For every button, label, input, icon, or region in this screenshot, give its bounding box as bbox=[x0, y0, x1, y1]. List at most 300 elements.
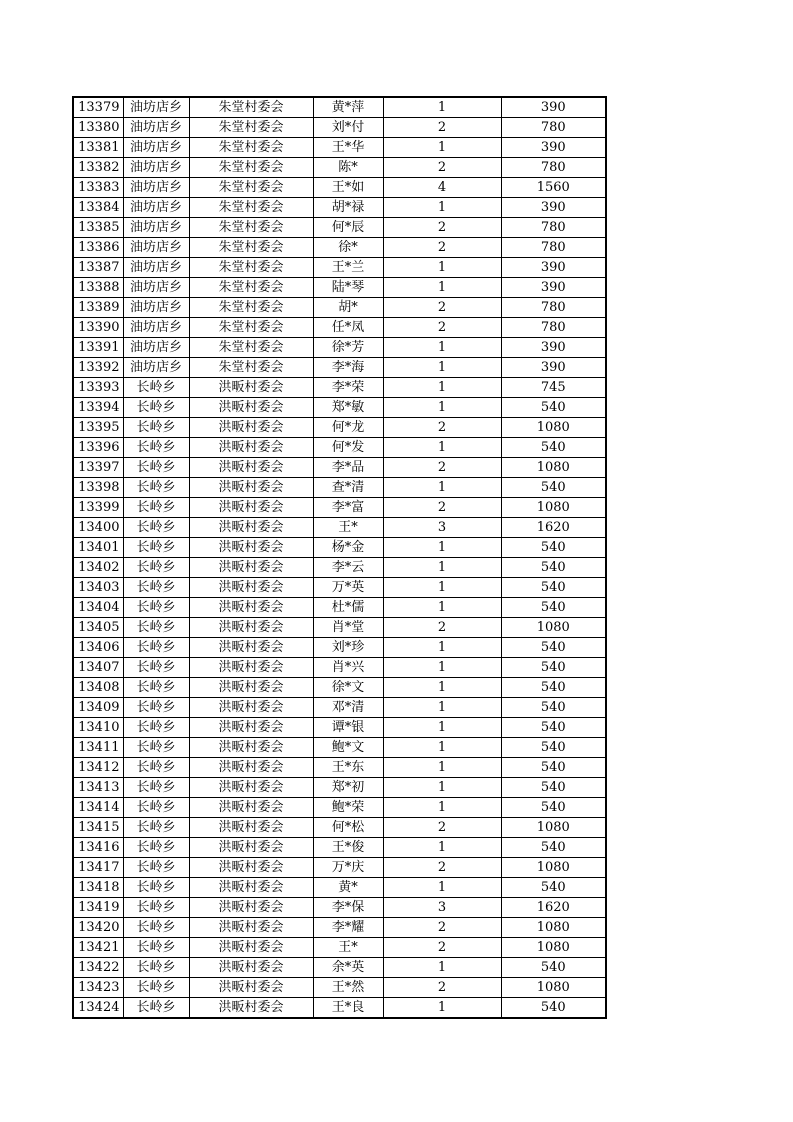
row-number-cell: 13400 bbox=[73, 518, 123, 538]
township-cell: 长岭乡 bbox=[123, 498, 189, 518]
name-cell: 王*华 bbox=[313, 138, 383, 158]
row-number-cell: 13405 bbox=[73, 618, 123, 638]
table-row bbox=[73, 878, 606, 898]
count-cell: 1 bbox=[383, 138, 501, 158]
township-cell: 长岭乡 bbox=[123, 938, 189, 958]
name-cell: 胡* bbox=[313, 298, 383, 318]
township-cell: 长岭乡 bbox=[123, 838, 189, 858]
name-cell: 任*凤 bbox=[313, 318, 383, 338]
township-cell: 长岭乡 bbox=[123, 698, 189, 718]
township-cell: 油坊店乡 bbox=[123, 218, 189, 238]
row-number-cell: 13402 bbox=[73, 558, 123, 578]
count-cell: 1 bbox=[383, 97, 501, 118]
amount-cell: 390 bbox=[501, 138, 606, 158]
name-cell: 王*俊 bbox=[313, 838, 383, 858]
village-committee-cell: 洪畈村委会 bbox=[189, 738, 313, 758]
table-row bbox=[73, 318, 606, 338]
amount-cell: 540 bbox=[501, 718, 606, 738]
name-cell: 王* bbox=[313, 938, 383, 958]
table-row bbox=[73, 638, 606, 658]
name-cell: 李*荣 bbox=[313, 378, 383, 398]
row-number-cell: 13412 bbox=[73, 758, 123, 778]
township-cell: 长岭乡 bbox=[123, 978, 189, 998]
township-cell: 长岭乡 bbox=[123, 438, 189, 458]
row-number-cell: 13406 bbox=[73, 638, 123, 658]
amount-cell: 540 bbox=[501, 658, 606, 678]
table-row bbox=[73, 498, 606, 518]
village-committee-cell: 洪畈村委会 bbox=[189, 558, 313, 578]
count-cell: 1 bbox=[383, 538, 501, 558]
row-number-cell: 13399 bbox=[73, 498, 123, 518]
count-cell: 1 bbox=[383, 198, 501, 218]
table-row bbox=[73, 558, 606, 578]
row-number-cell: 13397 bbox=[73, 458, 123, 478]
name-cell: 刘*珍 bbox=[313, 638, 383, 658]
amount-cell: 1080 bbox=[501, 498, 606, 518]
table-row bbox=[73, 818, 606, 838]
table-row bbox=[73, 238, 606, 258]
village-committee-cell: 洪畈村委会 bbox=[189, 678, 313, 698]
village-committee-cell: 洪畈村委会 bbox=[189, 658, 313, 678]
amount-cell: 540 bbox=[501, 878, 606, 898]
village-committee-cell: 洪畈村委会 bbox=[189, 458, 313, 478]
table-row bbox=[73, 298, 606, 318]
township-cell: 长岭乡 bbox=[123, 618, 189, 638]
table-row bbox=[73, 658, 606, 678]
name-cell: 何*发 bbox=[313, 438, 383, 458]
township-cell: 长岭乡 bbox=[123, 458, 189, 478]
village-committee-cell: 洪畈村委会 bbox=[189, 918, 313, 938]
table-row bbox=[73, 458, 606, 478]
village-committee-cell: 朱堂村委会 bbox=[189, 258, 313, 278]
amount-cell: 1080 bbox=[501, 818, 606, 838]
village-committee-cell: 洪畈村委会 bbox=[189, 478, 313, 498]
count-cell: 1 bbox=[383, 258, 501, 278]
township-cell: 长岭乡 bbox=[123, 518, 189, 538]
table-row bbox=[73, 138, 606, 158]
count-cell: 1 bbox=[383, 758, 501, 778]
township-cell: 长岭乡 bbox=[123, 998, 189, 1019]
village-committee-cell: 洪畈村委会 bbox=[189, 898, 313, 918]
row-number-cell: 13386 bbox=[73, 238, 123, 258]
village-committee-cell: 朱堂村委会 bbox=[189, 358, 313, 378]
row-number-cell: 13391 bbox=[73, 338, 123, 358]
amount-cell: 1080 bbox=[501, 978, 606, 998]
row-number-cell: 13388 bbox=[73, 278, 123, 298]
amount-cell: 540 bbox=[501, 798, 606, 818]
township-cell: 油坊店乡 bbox=[123, 318, 189, 338]
township-cell: 油坊店乡 bbox=[123, 298, 189, 318]
row-number-cell: 13393 bbox=[73, 378, 123, 398]
table-row bbox=[73, 738, 606, 758]
count-cell: 1 bbox=[383, 438, 501, 458]
table-row bbox=[73, 218, 606, 238]
name-cell: 邓*清 bbox=[313, 698, 383, 718]
count-cell: 2 bbox=[383, 158, 501, 178]
amount-cell: 780 bbox=[501, 158, 606, 178]
table-row bbox=[73, 538, 606, 558]
township-cell: 长岭乡 bbox=[123, 398, 189, 418]
count-cell: 2 bbox=[383, 618, 501, 638]
name-cell: 李*耀 bbox=[313, 918, 383, 938]
table-row bbox=[73, 378, 606, 398]
count-cell: 1 bbox=[383, 398, 501, 418]
name-cell: 万*英 bbox=[313, 578, 383, 598]
count-cell: 1 bbox=[383, 878, 501, 898]
village-committee-cell: 洪畈村委会 bbox=[189, 698, 313, 718]
row-number-cell: 13421 bbox=[73, 938, 123, 958]
count-cell: 2 bbox=[383, 118, 501, 138]
amount-cell: 540 bbox=[501, 998, 606, 1019]
table-row bbox=[73, 398, 606, 418]
row-number-cell: 13411 bbox=[73, 738, 123, 758]
row-number-cell: 13390 bbox=[73, 318, 123, 338]
name-cell: 王*东 bbox=[313, 758, 383, 778]
table-row bbox=[73, 858, 606, 878]
township-cell: 长岭乡 bbox=[123, 378, 189, 398]
amount-cell: 540 bbox=[501, 698, 606, 718]
row-number-cell: 13417 bbox=[73, 858, 123, 878]
count-cell: 2 bbox=[383, 978, 501, 998]
row-number-cell: 13414 bbox=[73, 798, 123, 818]
amount-cell: 390 bbox=[501, 278, 606, 298]
name-cell: 杜*儒 bbox=[313, 598, 383, 618]
township-cell: 长岭乡 bbox=[123, 718, 189, 738]
village-committee-cell: 朱堂村委会 bbox=[189, 218, 313, 238]
count-cell: 2 bbox=[383, 218, 501, 238]
township-cell: 长岭乡 bbox=[123, 478, 189, 498]
row-number-cell: 13382 bbox=[73, 158, 123, 178]
amount-cell: 540 bbox=[501, 738, 606, 758]
village-committee-cell: 朱堂村委会 bbox=[189, 118, 313, 138]
amount-cell: 390 bbox=[501, 198, 606, 218]
village-committee-cell: 朱堂村委会 bbox=[189, 298, 313, 318]
count-cell: 2 bbox=[383, 458, 501, 478]
village-committee-cell: 洪畈村委会 bbox=[189, 958, 313, 978]
amount-cell: 1080 bbox=[501, 858, 606, 878]
row-number-cell: 13381 bbox=[73, 138, 123, 158]
name-cell: 何*松 bbox=[313, 818, 383, 838]
row-number-cell: 13418 bbox=[73, 878, 123, 898]
row-number-cell: 13423 bbox=[73, 978, 123, 998]
count-cell: 2 bbox=[383, 918, 501, 938]
township-cell: 长岭乡 bbox=[123, 658, 189, 678]
row-number-cell: 13403 bbox=[73, 578, 123, 598]
amount-cell: 780 bbox=[501, 318, 606, 338]
name-cell: 万*庆 bbox=[313, 858, 383, 878]
count-cell: 1 bbox=[383, 798, 501, 818]
village-committee-cell: 朱堂村委会 bbox=[189, 198, 313, 218]
name-cell: 黄* bbox=[313, 878, 383, 898]
name-cell: 黄*萍 bbox=[313, 97, 383, 118]
count-cell: 1 bbox=[383, 698, 501, 718]
village-committee-cell: 洪畈村委会 bbox=[189, 878, 313, 898]
village-committee-cell: 洪畈村委会 bbox=[189, 718, 313, 738]
table-row bbox=[73, 258, 606, 278]
village-committee-cell: 洪畈村委会 bbox=[189, 978, 313, 998]
amount-cell: 780 bbox=[501, 238, 606, 258]
township-cell: 长岭乡 bbox=[123, 918, 189, 938]
township-cell: 长岭乡 bbox=[123, 858, 189, 878]
table-row bbox=[73, 958, 606, 978]
name-cell: 肖*兴 bbox=[313, 658, 383, 678]
township-cell: 长岭乡 bbox=[123, 558, 189, 578]
table-row bbox=[73, 97, 606, 118]
count-cell: 1 bbox=[383, 598, 501, 618]
count-cell: 1 bbox=[383, 778, 501, 798]
amount-cell: 540 bbox=[501, 758, 606, 778]
amount-cell: 780 bbox=[501, 118, 606, 138]
amount-cell: 540 bbox=[501, 598, 606, 618]
township-cell: 长岭乡 bbox=[123, 638, 189, 658]
amount-cell: 540 bbox=[501, 638, 606, 658]
table-row bbox=[73, 938, 606, 958]
village-committee-cell: 洪畈村委会 bbox=[189, 578, 313, 598]
township-cell: 油坊店乡 bbox=[123, 138, 189, 158]
name-cell: 李*保 bbox=[313, 898, 383, 918]
village-committee-cell: 朱堂村委会 bbox=[189, 178, 313, 198]
amount-cell: 390 bbox=[501, 258, 606, 278]
table-row bbox=[73, 978, 606, 998]
name-cell: 何*龙 bbox=[313, 418, 383, 438]
amount-cell: 540 bbox=[501, 838, 606, 858]
village-committee-cell: 洪畈村委会 bbox=[189, 378, 313, 398]
count-cell: 2 bbox=[383, 418, 501, 438]
table-row bbox=[73, 998, 606, 1019]
village-committee-cell: 朱堂村委会 bbox=[189, 138, 313, 158]
name-cell: 王* bbox=[313, 518, 383, 538]
township-cell: 油坊店乡 bbox=[123, 158, 189, 178]
village-committee-cell: 朱堂村委会 bbox=[189, 318, 313, 338]
amount-cell: 390 bbox=[501, 358, 606, 378]
township-cell: 长岭乡 bbox=[123, 758, 189, 778]
count-cell: 2 bbox=[383, 818, 501, 838]
township-cell: 长岭乡 bbox=[123, 798, 189, 818]
count-cell: 3 bbox=[383, 518, 501, 538]
village-committee-cell: 朱堂村委会 bbox=[189, 158, 313, 178]
table-row bbox=[73, 418, 606, 438]
name-cell: 李*品 bbox=[313, 458, 383, 478]
village-committee-cell: 洪畈村委会 bbox=[189, 398, 313, 418]
count-cell: 1 bbox=[383, 958, 501, 978]
row-number-cell: 13384 bbox=[73, 198, 123, 218]
amount-cell: 540 bbox=[501, 478, 606, 498]
row-number-cell: 13416 bbox=[73, 838, 123, 858]
row-number-cell: 13395 bbox=[73, 418, 123, 438]
amount-cell: 390 bbox=[501, 338, 606, 358]
name-cell: 谭*银 bbox=[313, 718, 383, 738]
name-cell: 王*然 bbox=[313, 978, 383, 998]
village-committee-cell: 洪畈村委会 bbox=[189, 518, 313, 538]
row-number-cell: 13392 bbox=[73, 358, 123, 378]
village-committee-cell: 洪畈村委会 bbox=[189, 758, 313, 778]
amount-cell: 540 bbox=[501, 558, 606, 578]
row-number-cell: 13408 bbox=[73, 678, 123, 698]
township-cell: 油坊店乡 bbox=[123, 198, 189, 218]
row-number-cell: 13419 bbox=[73, 898, 123, 918]
amount-cell: 1080 bbox=[501, 618, 606, 638]
township-cell: 长岭乡 bbox=[123, 878, 189, 898]
amount-cell: 1620 bbox=[501, 518, 606, 538]
township-cell: 长岭乡 bbox=[123, 898, 189, 918]
village-committee-cell: 朱堂村委会 bbox=[189, 238, 313, 258]
row-number-cell: 13380 bbox=[73, 118, 123, 138]
count-cell: 1 bbox=[383, 478, 501, 498]
count-cell: 1 bbox=[383, 578, 501, 598]
count-cell: 3 bbox=[383, 898, 501, 918]
count-cell: 2 bbox=[383, 298, 501, 318]
count-cell: 1 bbox=[383, 378, 501, 398]
table-row bbox=[73, 158, 606, 178]
row-number-cell: 13410 bbox=[73, 718, 123, 738]
row-number-cell: 13424 bbox=[73, 998, 123, 1019]
table-row bbox=[73, 898, 606, 918]
name-cell: 杨*金 bbox=[313, 538, 383, 558]
table-row bbox=[73, 438, 606, 458]
township-cell: 油坊店乡 bbox=[123, 358, 189, 378]
name-cell: 王*如 bbox=[313, 178, 383, 198]
village-committee-cell: 洪畈村委会 bbox=[189, 938, 313, 958]
village-committee-cell: 洪畈村委会 bbox=[189, 798, 313, 818]
village-committee-cell: 洪畈村委会 bbox=[189, 598, 313, 618]
name-cell: 郑*初 bbox=[313, 778, 383, 798]
table-row bbox=[73, 758, 606, 778]
village-committee-cell: 洪畈村委会 bbox=[189, 498, 313, 518]
table-row bbox=[73, 198, 606, 218]
table-row bbox=[73, 358, 606, 378]
township-cell: 油坊店乡 bbox=[123, 278, 189, 298]
name-cell: 刘*付 bbox=[313, 118, 383, 138]
name-cell: 郑*敏 bbox=[313, 398, 383, 418]
row-number-cell: 13396 bbox=[73, 438, 123, 458]
row-number-cell: 13394 bbox=[73, 398, 123, 418]
row-number-cell: 13413 bbox=[73, 778, 123, 798]
count-cell: 1 bbox=[383, 638, 501, 658]
township-cell: 长岭乡 bbox=[123, 778, 189, 798]
village-committee-cell: 洪畈村委会 bbox=[189, 418, 313, 438]
table-row bbox=[73, 678, 606, 698]
amount-cell: 1620 bbox=[501, 898, 606, 918]
township-cell: 油坊店乡 bbox=[123, 338, 189, 358]
table-row bbox=[73, 518, 606, 538]
township-cell: 长岭乡 bbox=[123, 958, 189, 978]
table-row bbox=[73, 718, 606, 738]
village-committee-cell: 洪畈村委会 bbox=[189, 438, 313, 458]
count-cell: 1 bbox=[383, 358, 501, 378]
village-committee-cell: 洪畈村委会 bbox=[189, 778, 313, 798]
village-committee-cell: 洪畈村委会 bbox=[189, 838, 313, 858]
amount-cell: 540 bbox=[501, 578, 606, 598]
township-cell: 油坊店乡 bbox=[123, 178, 189, 198]
village-committee-cell: 洪畈村委会 bbox=[189, 998, 313, 1019]
table-body bbox=[73, 97, 606, 1018]
count-cell: 2 bbox=[383, 238, 501, 258]
name-cell: 鲍*荣 bbox=[313, 798, 383, 818]
count-cell: 1 bbox=[383, 678, 501, 698]
count-cell: 2 bbox=[383, 858, 501, 878]
table-row bbox=[73, 178, 606, 198]
count-cell: 2 bbox=[383, 498, 501, 518]
township-cell: 长岭乡 bbox=[123, 598, 189, 618]
table-row bbox=[73, 698, 606, 718]
village-committee-cell: 朱堂村委会 bbox=[189, 97, 313, 118]
amount-cell: 745 bbox=[501, 378, 606, 398]
table-row bbox=[73, 478, 606, 498]
name-cell: 徐* bbox=[313, 238, 383, 258]
row-number-cell: 13385 bbox=[73, 218, 123, 238]
name-cell: 徐*芳 bbox=[313, 338, 383, 358]
count-cell: 1 bbox=[383, 278, 501, 298]
row-number-cell: 13404 bbox=[73, 598, 123, 618]
count-cell: 1 bbox=[383, 658, 501, 678]
name-cell: 王*兰 bbox=[313, 258, 383, 278]
amount-cell: 780 bbox=[501, 218, 606, 238]
count-cell: 1 bbox=[383, 558, 501, 578]
township-cell: 长岭乡 bbox=[123, 678, 189, 698]
amount-cell: 1080 bbox=[501, 938, 606, 958]
table-row bbox=[73, 598, 606, 618]
name-cell: 余*英 bbox=[313, 958, 383, 978]
name-cell: 李*云 bbox=[313, 558, 383, 578]
amount-cell: 540 bbox=[501, 958, 606, 978]
table-row bbox=[73, 278, 606, 298]
row-number-cell: 13389 bbox=[73, 298, 123, 318]
table-row bbox=[73, 918, 606, 938]
amount-cell: 540 bbox=[501, 398, 606, 418]
amount-cell: 1080 bbox=[501, 458, 606, 478]
name-cell: 李*海 bbox=[313, 358, 383, 378]
row-number-cell: 13387 bbox=[73, 258, 123, 278]
amount-cell: 1080 bbox=[501, 418, 606, 438]
count-cell: 2 bbox=[383, 938, 501, 958]
table-row bbox=[73, 578, 606, 598]
village-committee-cell: 朱堂村委会 bbox=[189, 278, 313, 298]
township-cell: 油坊店乡 bbox=[123, 258, 189, 278]
table-row bbox=[73, 118, 606, 138]
village-committee-cell: 洪畈村委会 bbox=[189, 818, 313, 838]
data-table bbox=[72, 96, 607, 1019]
township-cell: 油坊店乡 bbox=[123, 118, 189, 138]
name-cell: 肖*堂 bbox=[313, 618, 383, 638]
row-number-cell: 13415 bbox=[73, 818, 123, 838]
village-committee-cell: 洪畈村委会 bbox=[189, 858, 313, 878]
name-cell: 王*良 bbox=[313, 998, 383, 1019]
amount-cell: 540 bbox=[501, 778, 606, 798]
name-cell: 陈* bbox=[313, 158, 383, 178]
table-row bbox=[73, 838, 606, 858]
row-number-cell: 13422 bbox=[73, 958, 123, 978]
count-cell: 2 bbox=[383, 318, 501, 338]
township-cell: 长岭乡 bbox=[123, 738, 189, 758]
amount-cell: 540 bbox=[501, 438, 606, 458]
name-cell: 李*富 bbox=[313, 498, 383, 518]
row-number-cell: 13383 bbox=[73, 178, 123, 198]
table-row bbox=[73, 618, 606, 638]
amount-cell: 1560 bbox=[501, 178, 606, 198]
township-cell: 长岭乡 bbox=[123, 418, 189, 438]
village-committee-cell: 洪畈村委会 bbox=[189, 638, 313, 658]
township-cell: 长岭乡 bbox=[123, 538, 189, 558]
row-number-cell: 13420 bbox=[73, 918, 123, 938]
name-cell: 胡*禄 bbox=[313, 198, 383, 218]
amount-cell: 1080 bbox=[501, 918, 606, 938]
name-cell: 查*清 bbox=[313, 478, 383, 498]
name-cell: 鲍*文 bbox=[313, 738, 383, 758]
village-committee-cell: 洪畈村委会 bbox=[189, 538, 313, 558]
row-number-cell: 13401 bbox=[73, 538, 123, 558]
amount-cell: 780 bbox=[501, 298, 606, 318]
township-cell: 长岭乡 bbox=[123, 818, 189, 838]
